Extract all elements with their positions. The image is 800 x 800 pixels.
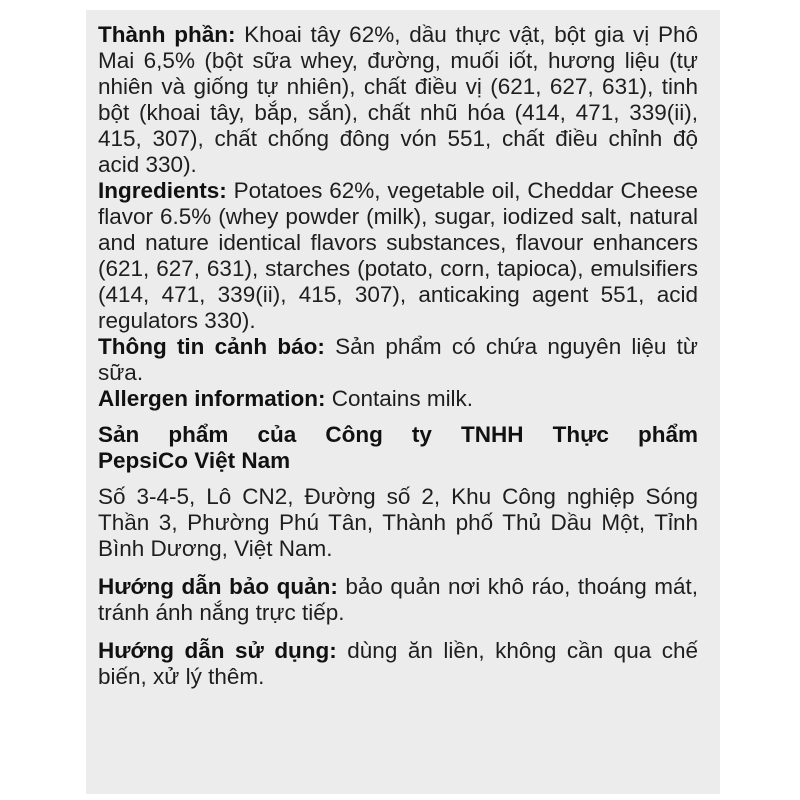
en-ingredients-heading: Ingredients:	[98, 178, 227, 203]
manufacturer-line-1: Sản phẩm của Công ty TNHH Thực phẩm	[98, 422, 698, 447]
en-allergen-body: Contains milk.	[325, 386, 474, 411]
storage-body: bảo quản nơi khô ráo, thoáng mát, tránh ánh nắng trực tiếp.	[98, 574, 698, 625]
vi-ingredients-paragraph	[98, 22, 698, 178]
usage-heading: Hướng dẫn sử dụng:	[98, 638, 337, 663]
vi-warning-paragraph	[98, 334, 698, 386]
address-paragraph: Số 3-4-5, Lô CN2, Đường số 2, Khu Công nghiệp Sóng Thần 3, Phường Phú Tân, Thành phố Thủ Dầu Một, Tỉnh Bình Dương, Việt Nam.	[98, 484, 698, 561]
storage-heading: Hướng dẫn bảo quản:	[98, 574, 338, 599]
vi-warning-body: Sản phẩm có chứa nguyên liệu từ sữa.	[98, 334, 698, 385]
label-text-block	[98, 22, 698, 690]
usage-body: dùng ăn liền, không cần qua chế biến, xử lý thêm.	[98, 638, 698, 689]
vi-warning-heading: Thông tin cảnh báo:	[98, 334, 325, 359]
manufacturer-line-2: PepsiCo Việt Nam	[98, 448, 291, 473]
en-allergen-paragraph	[98, 386, 698, 412]
usage-paragraph	[98, 638, 698, 690]
storage-paragraph	[98, 574, 698, 626]
manufacturer-paragraph	[98, 422, 698, 474]
en-allergen-heading: Allergen information:	[98, 386, 326, 411]
product-label-panel	[86, 10, 720, 794]
en-ingredients-paragraph	[98, 178, 698, 334]
vi-ingredients-heading: Thành phần:	[98, 22, 236, 47]
vi-ingredients-body: Khoai tây 62%, dầu thực vật, bột gia vị Phô Mai 6,5% (bột sữa whey, đường, muối iốt, hương liệu (tự nhiên và giống tự nhiên), chất điều vị (621, 627, 631), tinh bột (khoai tây, bắp, sắn), chất nhũ hóa (414, 471, 339(ii), 415, 307), chất chống đông vón 551, chất điều chỉnh độ acid 330).	[98, 22, 698, 177]
en-ingredients-body: Potatoes 62%, vegetable oil, Cheddar Cheese flavor 6.5% (whey powder (milk), sugar, iodized salt, natural and nature identical flavors substances, flavour enhancers (621, 627, 631), starches (potato, corn, tapioca), emulsifiers (414, 471, 339(ii), 415, 307), anticaking agent 551, acid regulators 330).	[98, 178, 698, 333]
